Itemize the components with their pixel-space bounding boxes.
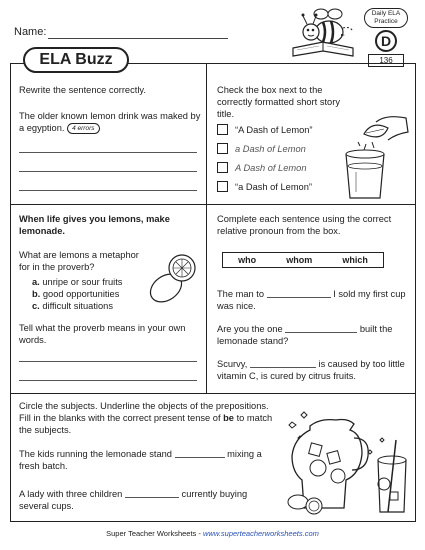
q2-checkbox[interactable] bbox=[217, 124, 228, 135]
q3-choice bbox=[32, 300, 113, 312]
q1-answer-line[interactable] bbox=[19, 190, 197, 191]
word-box bbox=[222, 252, 384, 268]
sentence-part: The kids running the lemonade stand bbox=[19, 449, 172, 459]
word-option: whom bbox=[286, 255, 313, 265]
choice-text: unripe or sour fruits bbox=[42, 277, 123, 287]
q1-instruction: Rewrite the sentence correctly. bbox=[19, 85, 146, 95]
q2-option: a Dash of Lemon bbox=[235, 144, 306, 154]
q2-option: “A Dash of Lemon” bbox=[235, 125, 313, 135]
choice-letter: a. bbox=[32, 277, 40, 287]
word-option: which bbox=[342, 255, 368, 265]
sentence-part: A lady with three children bbox=[19, 489, 123, 499]
q1-answer-line[interactable] bbox=[19, 171, 197, 172]
choice-text: difficult situations bbox=[42, 301, 113, 311]
q3-question: What are lemons a metaphor for in the proverb? bbox=[19, 250, 139, 272]
q3-prompt: Tell what the proverb means in your own words. bbox=[19, 323, 186, 345]
q3-answer-line[interactable] bbox=[19, 380, 197, 381]
q1-sentence-text: The older known lemon drink was maked by a egyption. bbox=[19, 111, 201, 133]
q5-sentence bbox=[19, 488, 269, 512]
choice-letter: c. bbox=[32, 301, 40, 311]
q2-checkbox[interactable] bbox=[217, 143, 228, 154]
q2-instruction: Check the box next to the correctly formatted short story title. bbox=[217, 85, 340, 119]
name-label: Name: bbox=[14, 26, 47, 38]
word-option: who bbox=[238, 255, 257, 265]
errors-badge: 4 errors bbox=[67, 123, 99, 134]
sentence-part: Scurvy, bbox=[217, 359, 248, 369]
q3-choice bbox=[32, 276, 122, 288]
q5-sentence bbox=[19, 448, 269, 472]
footer bbox=[0, 529, 425, 538]
sentence-part: is caused by too little vitamin C, is cured by citrus fruits. bbox=[217, 359, 405, 381]
page-title: ELA Buzz bbox=[23, 47, 129, 73]
q5-instruction bbox=[19, 400, 281, 436]
q1-sentence bbox=[19, 110, 203, 134]
q3-heading: When life gives you lemons, make lemonade. bbox=[19, 214, 170, 236]
sentence-part: currently buying several cups. bbox=[19, 489, 248, 511]
sentence-part: mixing a fresh batch. bbox=[19, 449, 262, 471]
footer-text: Super Teacher Worksheets - bbox=[106, 529, 203, 538]
choice-letter: b. bbox=[32, 289, 41, 299]
q5-instruction-be: be bbox=[223, 413, 234, 423]
q1-answer-line[interactable] bbox=[19, 152, 197, 153]
lemon-icon bbox=[144, 248, 202, 312]
badge-number: 136 bbox=[368, 54, 404, 67]
row-divider bbox=[10, 204, 416, 205]
footer-link[interactable]: www.superteacherworksheets.com bbox=[202, 529, 319, 538]
q3-answer-line[interactable] bbox=[19, 361, 197, 362]
q4-blank[interactable] bbox=[285, 332, 357, 333]
choice-text: good opportunities bbox=[42, 289, 120, 299]
q4-sentence bbox=[217, 288, 407, 312]
sentence-part: Are you the one bbox=[217, 324, 283, 334]
sentence-part: I sold my first cup was nice. bbox=[217, 289, 406, 311]
q2-checkbox[interactable] bbox=[217, 181, 228, 192]
sentence-part: built the lemonade stand? bbox=[217, 324, 393, 346]
sentence-part: The man to bbox=[217, 289, 265, 299]
q4-blank[interactable] bbox=[250, 367, 316, 368]
q2-checkbox[interactable] bbox=[217, 162, 228, 173]
q2-option: A Dash of Lemon bbox=[235, 163, 307, 173]
q5-instruction-b: to match the subjects. bbox=[19, 413, 273, 435]
q4-blank[interactable] bbox=[267, 297, 331, 298]
name-field[interactable] bbox=[48, 38, 228, 39]
q4-instruction: Complete each sentence using the correct relative pronoun from the box. bbox=[217, 214, 392, 236]
q3-choice bbox=[32, 288, 119, 300]
lemonade-pitcher-icon bbox=[284, 404, 412, 518]
q5-blank[interactable] bbox=[125, 497, 179, 498]
badge-title: Daily ELA Practice bbox=[364, 8, 408, 28]
q4-sentence bbox=[217, 358, 411, 382]
q5-instruction-a: Circle the subjects. Underline the objects of the prepositions. Fill in the blanks with the correct present tense of bbox=[19, 401, 269, 423]
lemon-squeeze-glass-icon bbox=[336, 112, 410, 202]
row-divider bbox=[10, 393, 416, 394]
daily-practice-badge bbox=[364, 8, 408, 64]
q2-option: “a Dash of Lemon” bbox=[235, 182, 312, 192]
q4-sentence bbox=[217, 323, 407, 347]
bee-reading-book-icon bbox=[283, 6, 365, 64]
q5-blank[interactable] bbox=[175, 457, 225, 458]
badge-letter: D bbox=[375, 30, 397, 52]
